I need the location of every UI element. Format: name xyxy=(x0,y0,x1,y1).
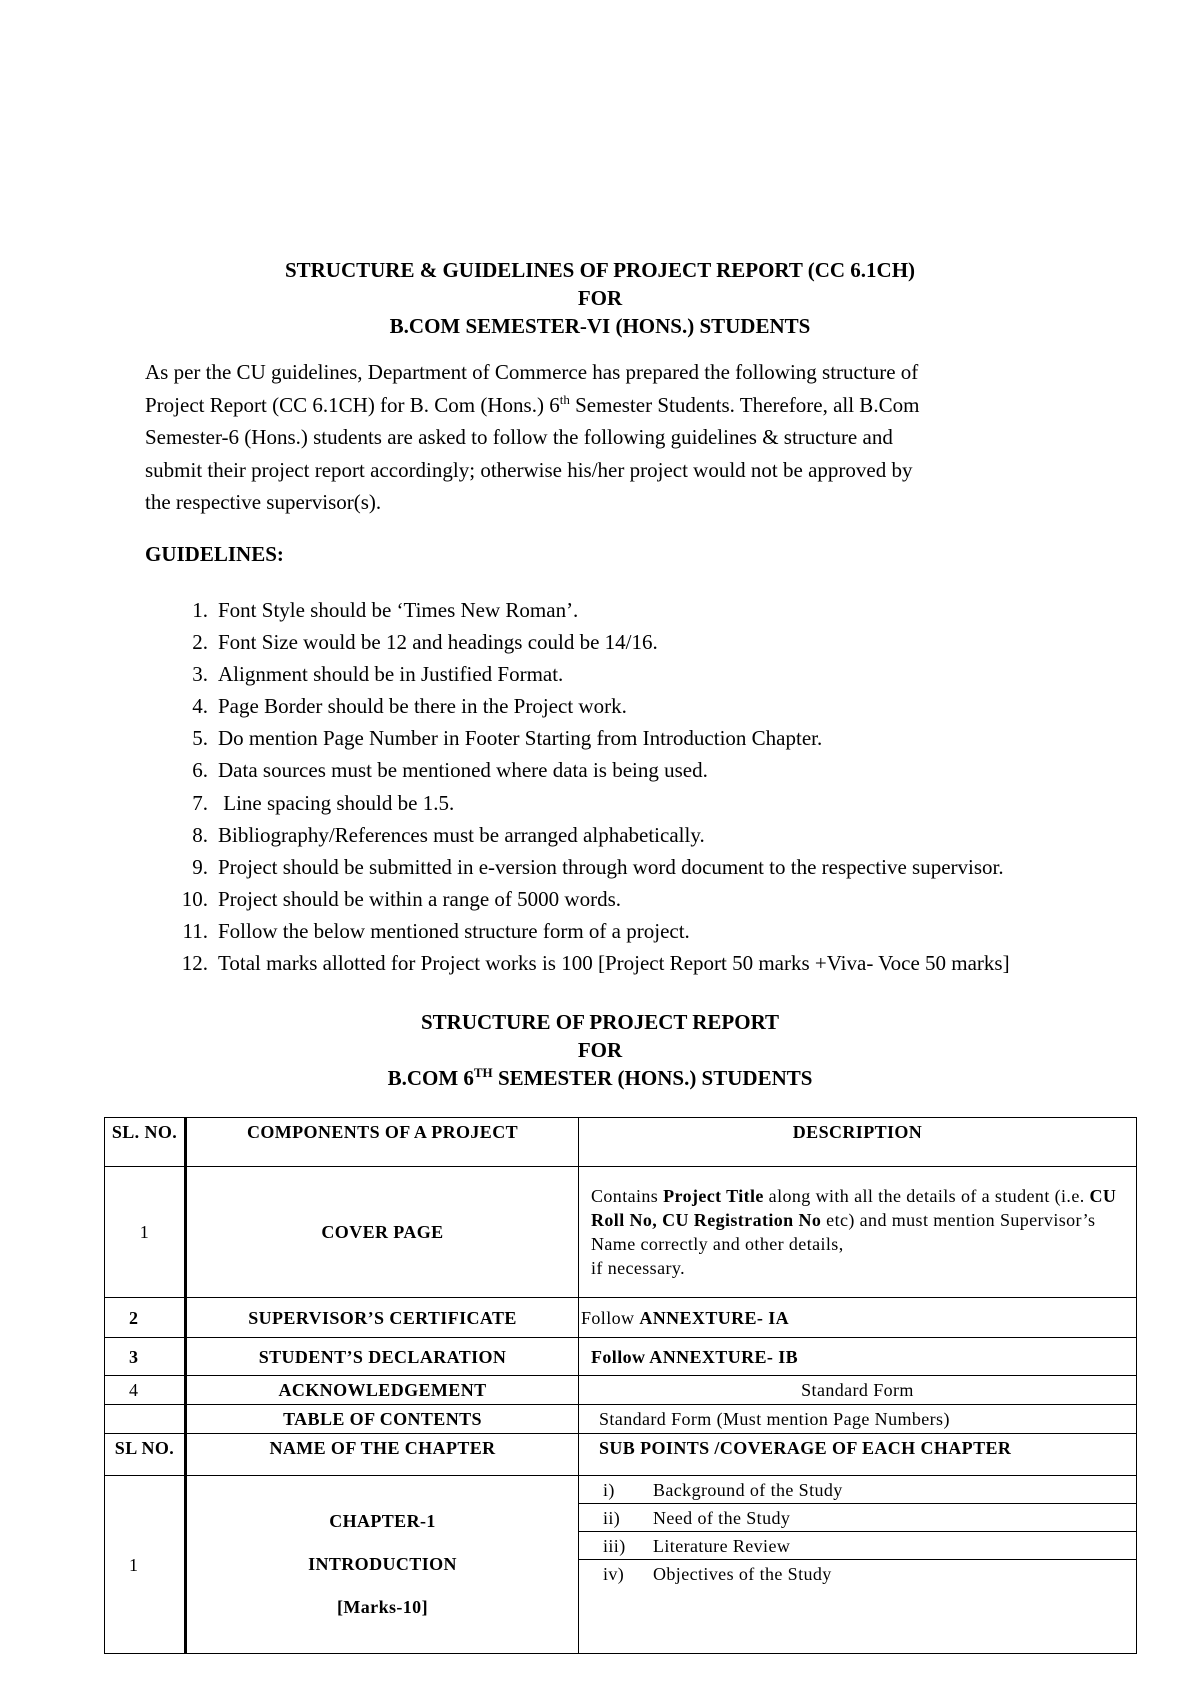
guidelines-list xyxy=(145,594,1165,979)
table-row xyxy=(105,1338,1137,1376)
chapter-marks: [Marks-10] xyxy=(337,1597,428,1617)
guideline-item: 8. Bibliography/References must be arranged alphabetically. xyxy=(192,822,705,847)
doc-title-line3: B.COM SEMESTER-VI (HONS.) STUDENTS xyxy=(389,314,811,338)
header2-sl-no: SL NO. xyxy=(105,1434,186,1476)
header2-chapter: NAME OF THE CHAPTER xyxy=(186,1434,579,1476)
row-component: COVER PAGE xyxy=(186,1167,579,1298)
table-row xyxy=(105,1298,1137,1338)
subpoint-item: iii) Literature Review xyxy=(579,1532,1136,1560)
guideline-item: 4. Page Border should be there in the Project work. xyxy=(192,694,627,719)
table-row xyxy=(105,1476,1137,1654)
guideline-item: 1. Font Style should be ‘Times New Roman’. xyxy=(192,598,579,622)
header-components: COMPONENTS OF A PROJECT xyxy=(186,1118,579,1167)
intro-paragraph xyxy=(145,356,1075,519)
intro-line-4: submit their project report accordingly; otherwise his/her project would not be approved by xyxy=(145,457,913,482)
chapter-title: INTRODUCTION xyxy=(308,1554,457,1574)
row-description: Standard Form xyxy=(579,1376,1137,1405)
table-row xyxy=(105,1405,1137,1434)
intro-line-1: As per the CU guidelines, Department of Commerce has prepared the following structure of xyxy=(145,360,919,384)
chapter-label: CHAPTER-1 xyxy=(329,1511,436,1531)
row-sl: 2 xyxy=(105,1298,186,1338)
row-description: Contains Project Title along with all the details of a student (i.e. CU Roll No, CU Registration No etc) and must mention Supervisor’s Name correctly and other details, if necessary. xyxy=(579,1167,1137,1298)
row-component: STUDENT’S DECLARATION xyxy=(186,1338,579,1376)
chapter-subpoints xyxy=(579,1476,1137,1654)
guideline-item: 10. Project should be within a range of 5000 words. xyxy=(181,886,622,911)
table-row xyxy=(105,1376,1137,1405)
row-description: Follow ANNEXTURE- IB xyxy=(579,1338,1137,1376)
row-component: ACKNOWLEDGEMENT xyxy=(186,1376,579,1405)
subpoint-item: i) Background of the Study xyxy=(579,1476,1136,1504)
row-sl: 4 xyxy=(105,1376,186,1405)
chapter-name xyxy=(186,1476,579,1654)
intro-line-2: Project Report (CC 6.1CH) for B. Com (Hons.) 6th Semester Students. Therefore, all B.Com xyxy=(145,391,920,417)
structure-title-line3: B.COM 6TH SEMESTER (HONS.) STUDENTS xyxy=(387,1065,813,1090)
guideline-item: 12. Total marks allotted for Project works is 100 [Project Report 50 marks +Viva- Voce 50 marks] xyxy=(181,951,1010,976)
guideline-item: 5. Do mention Page Number in Footer Starting from Introduction Chapter. xyxy=(192,726,823,751)
guideline-item: 2. Font Size would be 12 and headings could be 14/16. xyxy=(192,630,658,655)
guideline-item: 11. Follow the below mentioned structure form of a project. xyxy=(182,918,690,943)
row-sl: 3 xyxy=(105,1338,186,1376)
structure-title-line2: FOR xyxy=(577,1038,623,1062)
subpoint-item: ii) Need of the Study xyxy=(579,1504,1136,1532)
structure-table xyxy=(104,1117,1137,1654)
row-sl: 1 xyxy=(105,1476,186,1654)
header2-subpoints: SUB POINTS /COVERAGE OF EACH CHAPTER xyxy=(579,1434,1137,1476)
guideline-item: 9. Project should be submitted in e-version through word document to the respective supervisor. xyxy=(192,854,1004,879)
table-header-row-2 xyxy=(105,1434,1137,1476)
subpoint-item: iv) Objectives of the Study xyxy=(603,1563,832,1584)
header-sl-no: SL. NO. xyxy=(105,1118,186,1167)
table-row xyxy=(105,1167,1137,1298)
row-description: Standard Form (Must mention Page Numbers) xyxy=(579,1405,1137,1434)
structure-title-line1: STRUCTURE OF PROJECT REPORT xyxy=(420,1010,780,1034)
doc-title-line1: STRUCTURE & GUIDELINES OF PROJECT REPORT (CC 6.1CH) xyxy=(284,258,916,282)
guidelines-heading: GUIDELINES: xyxy=(145,542,284,566)
table-header-row xyxy=(105,1118,1137,1167)
intro-line-3: Semester-6 (Hons.) students are asked to follow the following guidelines & structure and xyxy=(145,425,893,449)
guideline-item: 6. Data sources must be mentioned where data is being used. xyxy=(192,758,708,783)
subpoint-list xyxy=(579,1476,1136,1587)
row-description: Follow ANNEXTURE- IA xyxy=(579,1298,1137,1338)
header-description: DESCRIPTION xyxy=(579,1118,1137,1167)
row-component: TABLE OF CONTENTS xyxy=(186,1405,579,1434)
doc-title-line2: FOR xyxy=(577,286,623,310)
row-sl xyxy=(105,1405,186,1434)
row-component: SUPERVISOR’S CERTIFICATE xyxy=(186,1298,579,1338)
row-sl: 1 xyxy=(105,1167,186,1298)
intro-line-5: the respective supervisor(s). xyxy=(145,490,382,514)
guideline-item: 7. Line spacing should be 1.5. xyxy=(192,790,455,815)
guideline-item: 3. Alignment should be in Justified Format. xyxy=(192,662,564,687)
